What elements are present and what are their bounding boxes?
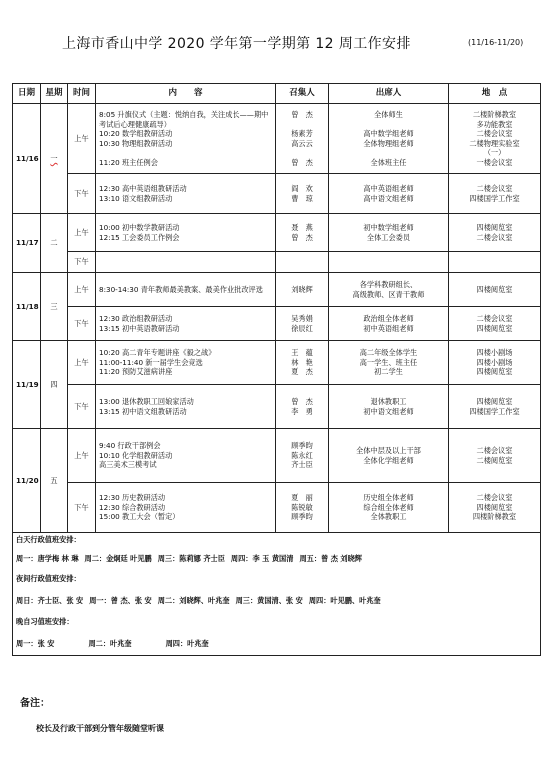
time-cell: 下午 — [68, 252, 96, 273]
convener-cell — [276, 385, 329, 429]
convener-line: 高云云 — [291, 138, 313, 148]
attendees-cell — [329, 273, 449, 307]
content-line: 8:30-14:30 青年教师最美教案、最美作业批改评选 — [99, 284, 263, 294]
attendees-line: 全体化学组老师 — [363, 455, 414, 465]
convener-cell — [276, 341, 329, 385]
location-line: （一） — [483, 148, 506, 157]
attendees-line: 高中数学组老师 — [363, 129, 414, 138]
location-line: 四楼阅览室 — [476, 397, 513, 406]
content-line: 12:30 政治组教研活动 — [99, 314, 173, 323]
content-cell — [96, 273, 276, 307]
attendees-cell — [329, 429, 449, 483]
attendees-cell — [329, 104, 449, 174]
content-line: 12:15 工会委员工作例会 — [99, 232, 180, 242]
content-line — [99, 148, 272, 158]
date-cell: 11/17 — [13, 214, 41, 273]
location-line: 二楼会议室 — [476, 446, 513, 455]
content-line: 9:40 行政干部例会 — [99, 441, 161, 451]
location-cell — [449, 174, 541, 214]
day-duty-heading: 白天行政值班安排： — [16, 535, 81, 544]
night-duty-entry: 周四：叶见鹏、叶兆奎 — [308, 595, 381, 605]
weekday-text: 二 — [50, 238, 58, 248]
convener-cell — [276, 174, 329, 214]
location-line: 二楼会议室 — [476, 184, 513, 193]
table-row — [13, 273, 541, 307]
convener-line — [279, 148, 325, 158]
evening-duty-entry: 周四：叶兆奎 — [165, 638, 209, 648]
evening-duty-entry: 周二：叶兆奎 — [88, 638, 132, 648]
attendees-line: 综合组全体老师 — [363, 502, 414, 512]
night-duty-heading: 夜间行政值班安排： — [16, 574, 81, 583]
table-row — [13, 341, 541, 385]
convener-line: 齐士臣 — [291, 460, 313, 470]
weekday-text: 四 — [50, 379, 58, 389]
content-line: 15:00 教工大会（暂定） — [99, 512, 180, 522]
location-line: 二楼会议室 — [476, 232, 513, 242]
attendees-line: 高二年级全体学生 — [359, 348, 418, 358]
date-range: (11/16-11/20) — [468, 38, 524, 47]
table-row — [13, 385, 541, 429]
convener-cell — [276, 307, 329, 341]
convener-cell — [276, 214, 329, 252]
content-cell — [96, 214, 276, 252]
time-cell: 上午 — [68, 214, 96, 252]
table-row — [13, 174, 541, 214]
date-cell: 11/20 — [13, 429, 41, 533]
weekday-cell — [41, 341, 68, 429]
weekday-cell — [41, 429, 68, 533]
evening-duty-heading: 晚自习值班安排： — [16, 617, 74, 626]
table-row — [13, 429, 541, 483]
location-line: 四楼阅览室 — [476, 502, 513, 512]
content-line: 13:10 语文组教研活动 — [99, 193, 173, 203]
attendees-cell — [329, 252, 449, 273]
weekday-cell — [41, 214, 68, 273]
time-cell: 下午 — [68, 483, 96, 533]
location-line: 二楼会议室 — [476, 493, 513, 503]
convener-line: 曹 琼 — [291, 193, 313, 203]
convener-line: 王 蕴 — [291, 348, 313, 358]
night-duty-list — [16, 596, 537, 606]
night-duty-entry: 周三：黄国清、张 安 — [235, 595, 303, 605]
day-duty-entry: 周一：唐学梅 林 琳 — [16, 553, 79, 563]
table-row — [13, 214, 541, 252]
attendees-line: 全体班主任 — [370, 157, 407, 167]
day-duty-entry: 周二：金炯廷 叶见鹏 — [84, 553, 152, 563]
convener-line: 刘晓辉 — [291, 284, 313, 294]
attendees-cell — [329, 307, 449, 341]
attendees-cell — [329, 385, 449, 429]
attendees-line: 全体中层及以上干部 — [356, 446, 421, 455]
attendees-line: 政治组全体老师 — [363, 314, 414, 323]
convener-cell — [276, 429, 329, 483]
content-line: 12:30 高中英语组教研活动 — [99, 184, 187, 193]
date-cell: 11/19 — [13, 341, 41, 429]
weekday-cell — [41, 273, 68, 341]
date-cell: 11/18 — [13, 273, 41, 341]
convener-line: 顾季昀 — [291, 512, 313, 522]
content-line: 11:20 预防艾滋病讲座 — [99, 367, 173, 377]
attendees-cell — [329, 341, 449, 385]
convener-cell — [276, 483, 329, 533]
convener-cell — [276, 273, 329, 307]
content-cell — [96, 429, 276, 483]
attendees-cell — [329, 174, 449, 214]
content-cell — [96, 174, 276, 214]
time-cell: 上午 — [68, 341, 96, 385]
attendees-line: 全体教职工 — [370, 512, 407, 522]
time-cell: 下午 — [68, 174, 96, 214]
location-cell — [449, 104, 541, 174]
convener-line — [279, 120, 325, 130]
location-line: 多功能教室 — [476, 119, 513, 129]
table-row — [13, 104, 541, 174]
location-line: 二楼会议室 — [476, 129, 513, 138]
content-cell — [96, 307, 276, 341]
location-cell — [449, 341, 541, 385]
convener-line: 林 艳 — [291, 357, 313, 367]
content-line: 10:00 初中数学教研活动 — [99, 223, 180, 232]
content-line: 10:10 化学组教研活动 — [99, 450, 173, 460]
location-cell — [449, 483, 541, 533]
location-line: 二楼会议室 — [476, 314, 513, 323]
evening-duty-entry: 周一：张 安 — [16, 638, 55, 648]
duty-section — [13, 533, 541, 656]
attendees-line: 全体工会委员 — [366, 232, 411, 242]
content-line: 11:20 班主任例会 — [99, 157, 158, 167]
content-cell — [96, 483, 276, 533]
header-content: 内 容 — [96, 84, 276, 104]
content-line: 13:15 初中语文组教研活动 — [99, 406, 187, 416]
content-cell — [96, 104, 276, 174]
content-line: 12:30 综合教研活动 — [99, 502, 166, 512]
convener-cell — [276, 104, 329, 174]
attendees-line: 高级教师、区青干教师 — [352, 289, 425, 299]
location-line: 二楼阅览室 — [476, 455, 513, 465]
location-cell — [449, 214, 541, 252]
table-row — [13, 307, 541, 341]
convener-line: 曾 杰 — [291, 110, 313, 119]
location-line: 四楼国学工作室 — [469, 193, 520, 203]
note-label: 备注： — [20, 698, 50, 709]
title-text: 上海市香山中学 2020 学年第一学期第 12 周工作安排 — [62, 36, 411, 52]
day-duty-list — [16, 554, 537, 564]
attendees-cell — [329, 214, 449, 252]
header-weekday: 星期 — [41, 84, 68, 104]
attendees-line: 初中数学组老师 — [363, 223, 414, 232]
content-line: 12:30 历史教研活动 — [99, 493, 166, 503]
convener-line: 陈永红 — [291, 450, 313, 460]
note-text: 校长及行政干部到分管年级随堂听课 — [36, 724, 164, 733]
attendees-line: 高中语文组老师 — [363, 193, 414, 203]
location-cell — [449, 307, 541, 341]
attendees-cell — [329, 483, 449, 533]
location-cell — [449, 429, 541, 483]
content-line: 高三美术三模考试 — [99, 460, 157, 470]
attendees-line: 高一学生、班主任 — [359, 357, 418, 367]
content-cell — [96, 341, 276, 385]
date-cell: 11/16 — [13, 104, 41, 214]
convener-line: 徐辰红 — [291, 323, 313, 333]
content-line: 10:30 物理组教研活动 — [99, 138, 173, 148]
time-cell: 上午 — [68, 273, 96, 307]
attendees-line: 全体物理组老师 — [363, 138, 414, 148]
location-line: 四楼阅览室 — [476, 223, 513, 232]
header-time: 时间 — [68, 84, 96, 104]
convener-line: 陈锐敏 — [291, 502, 313, 512]
attendees-line: 初中英语组老师 — [363, 323, 414, 333]
day-duty-entry: 周五：曾 杰 刘晓辉 — [299, 553, 362, 563]
convener-line: 李 勇 — [291, 406, 313, 416]
attendees-line: 历史组全体老师 — [363, 493, 414, 503]
content-line: 10:20 高二青年专题讲座《毅之战》 — [99, 348, 216, 358]
location-line: 四楼小剧场 — [476, 348, 513, 358]
convener-line: 曾 杰 — [291, 157, 313, 167]
content-cell — [96, 252, 276, 273]
header-convener: 召集人 — [276, 84, 329, 104]
convener-line: 夏 丽 — [291, 493, 313, 503]
content-cell — [96, 385, 276, 429]
schedule-body — [13, 104, 541, 533]
location-cell — [449, 385, 541, 429]
content-line: 10:20 数学组教研活动 — [99, 129, 173, 138]
time-cell: 下午 — [68, 385, 96, 429]
convener-line: 吴秀娟 — [291, 314, 313, 323]
location-line: 四楼国学工作室 — [469, 406, 520, 416]
header-attendees: 出席人 — [329, 84, 449, 104]
location-line: 一楼会议室 — [476, 157, 513, 167]
convener-line: 夏 杰 — [291, 367, 313, 377]
location-line: 四楼阅览室 — [476, 367, 513, 377]
attendees-line: 全体师生 — [374, 110, 403, 119]
table-header-row — [13, 84, 541, 104]
night-duty-entry: 周日：齐士臣、张 安 — [16, 595, 84, 605]
convener-line: 聂 燕 — [291, 223, 313, 232]
weekday-text: 一 — [50, 153, 58, 163]
night-duty-entry: 周一：曾 杰、张 安 — [89, 595, 152, 605]
convener-line: 顾季昀 — [291, 441, 313, 451]
convener-cell — [276, 252, 329, 273]
location-cell — [449, 252, 541, 273]
evening-duty-list — [16, 639, 537, 655]
attendees-line: 初中语文组老师 — [363, 406, 414, 416]
duty-row — [13, 533, 541, 656]
attendees-line: 各学科教研组长、 — [359, 280, 418, 289]
schedule-table — [12, 83, 541, 656]
content-line: 8:05 升旗仪式（主题：悦纳自我，关注成长——期中考试后心理健康疏导） — [99, 110, 269, 129]
location-line: 四楼阅览室 — [476, 284, 513, 294]
convener-line: 曾 杰 — [291, 232, 313, 242]
day-duty-entry: 周三：陈莉娜 齐士臣 — [157, 553, 225, 563]
table-row — [13, 252, 541, 273]
night-duty-entry: 周二：刘晓辉、叶兆奎 — [157, 595, 230, 605]
weekday-text: 三 — [50, 301, 58, 311]
table-row — [13, 483, 541, 533]
attendees-line: 退休教职工 — [370, 397, 407, 406]
time-cell: 上午 — [68, 429, 96, 483]
time-cell: 上午 — [68, 104, 96, 174]
weekday-text: 五 — [50, 475, 58, 485]
content-line: 13:00 退休教职工回娘家活动 — [99, 397, 194, 406]
convener-line: 杨素芳 — [291, 129, 313, 138]
attendees-line — [332, 120, 445, 130]
attendees-line: 高中英语组老师 — [363, 184, 414, 193]
weekday-cell — [41, 104, 68, 214]
location-line: 四楼小剧场 — [476, 357, 513, 367]
attendees-line — [332, 148, 445, 158]
convener-line: 阎 欢 — [291, 184, 313, 193]
header-location: 地 点 — [449, 84, 541, 104]
location-line: 四楼阅览室 — [476, 323, 513, 333]
location-line: 二楼阶梯教室 — [472, 110, 517, 119]
location-line: 二楼物理实验室 — [469, 138, 520, 148]
location-line: 四楼阶梯教室 — [472, 512, 517, 522]
header-date: 日期 — [13, 84, 41, 104]
attendees-line: 初二学生 — [374, 367, 403, 377]
content-line: 13:15 初中英语教研活动 — [99, 323, 180, 333]
time-cell: 下午 — [68, 307, 96, 341]
content-line: 11:00-11:40 新一届学生会竞选 — [99, 357, 203, 367]
location-cell — [449, 273, 541, 307]
day-duty-entry: 周四：李 玉 黄国清 — [230, 553, 294, 563]
convener-line: 曾 杰 — [291, 397, 313, 406]
